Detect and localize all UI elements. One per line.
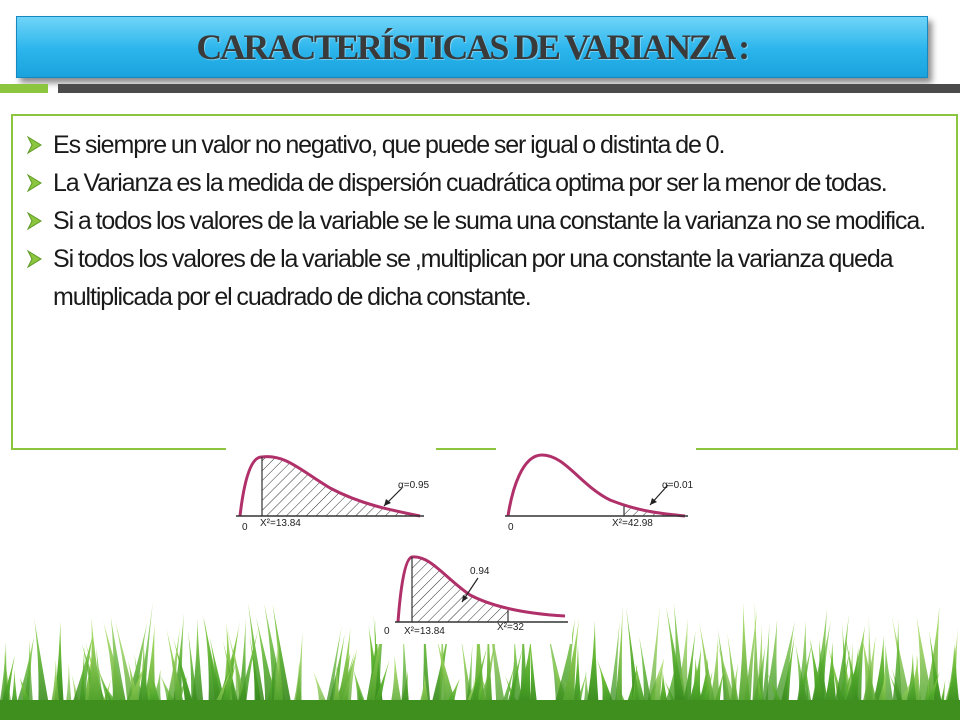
bullet-text-4: Si todos los valores de la variable se ,multiplican por una constante la varianza queda multiplicada por el cuadrado de dicha constante. bbox=[53, 245, 893, 311]
figure-1-x-label: X²=13.84 bbox=[260, 518, 301, 529]
figure-2-x-label: X²=42.98 bbox=[612, 518, 653, 529]
bullet-text-3: Si a todos los valores de la variable se le suma una constante la varianza no se modifica. bbox=[53, 207, 926, 235]
figure-3-x1-label: X²=13.84 bbox=[404, 626, 445, 637]
figure-3-area-label: 0.94 bbox=[470, 566, 490, 577]
figure-3-origin-label: 0 bbox=[384, 626, 390, 637]
figure-2-origin-label: 0 bbox=[508, 522, 514, 533]
slide-title: CARACTERÍSTICAS DE VARIANZA : bbox=[196, 27, 748, 67]
bullet-text-2: La Varianza es la medida de dispersión cuadrática optima por ser la menor de todas. bbox=[53, 169, 887, 197]
figure-1-alpha-label: α=0.95 bbox=[398, 480, 430, 491]
figure-2 bbox=[496, 448, 696, 538]
bullet-text-1: Es siempre un valor no negativo, que puede ser igual o distinta de 0. bbox=[53, 131, 725, 159]
figure-1 bbox=[226, 448, 436, 542]
figure-2-alpha-label: α=0.01 bbox=[662, 480, 694, 491]
figure-3 bbox=[376, 548, 572, 644]
figure-1-origin-label: 0 bbox=[242, 522, 248, 533]
figure-3-x2-label: X²=32 bbox=[497, 622, 524, 633]
